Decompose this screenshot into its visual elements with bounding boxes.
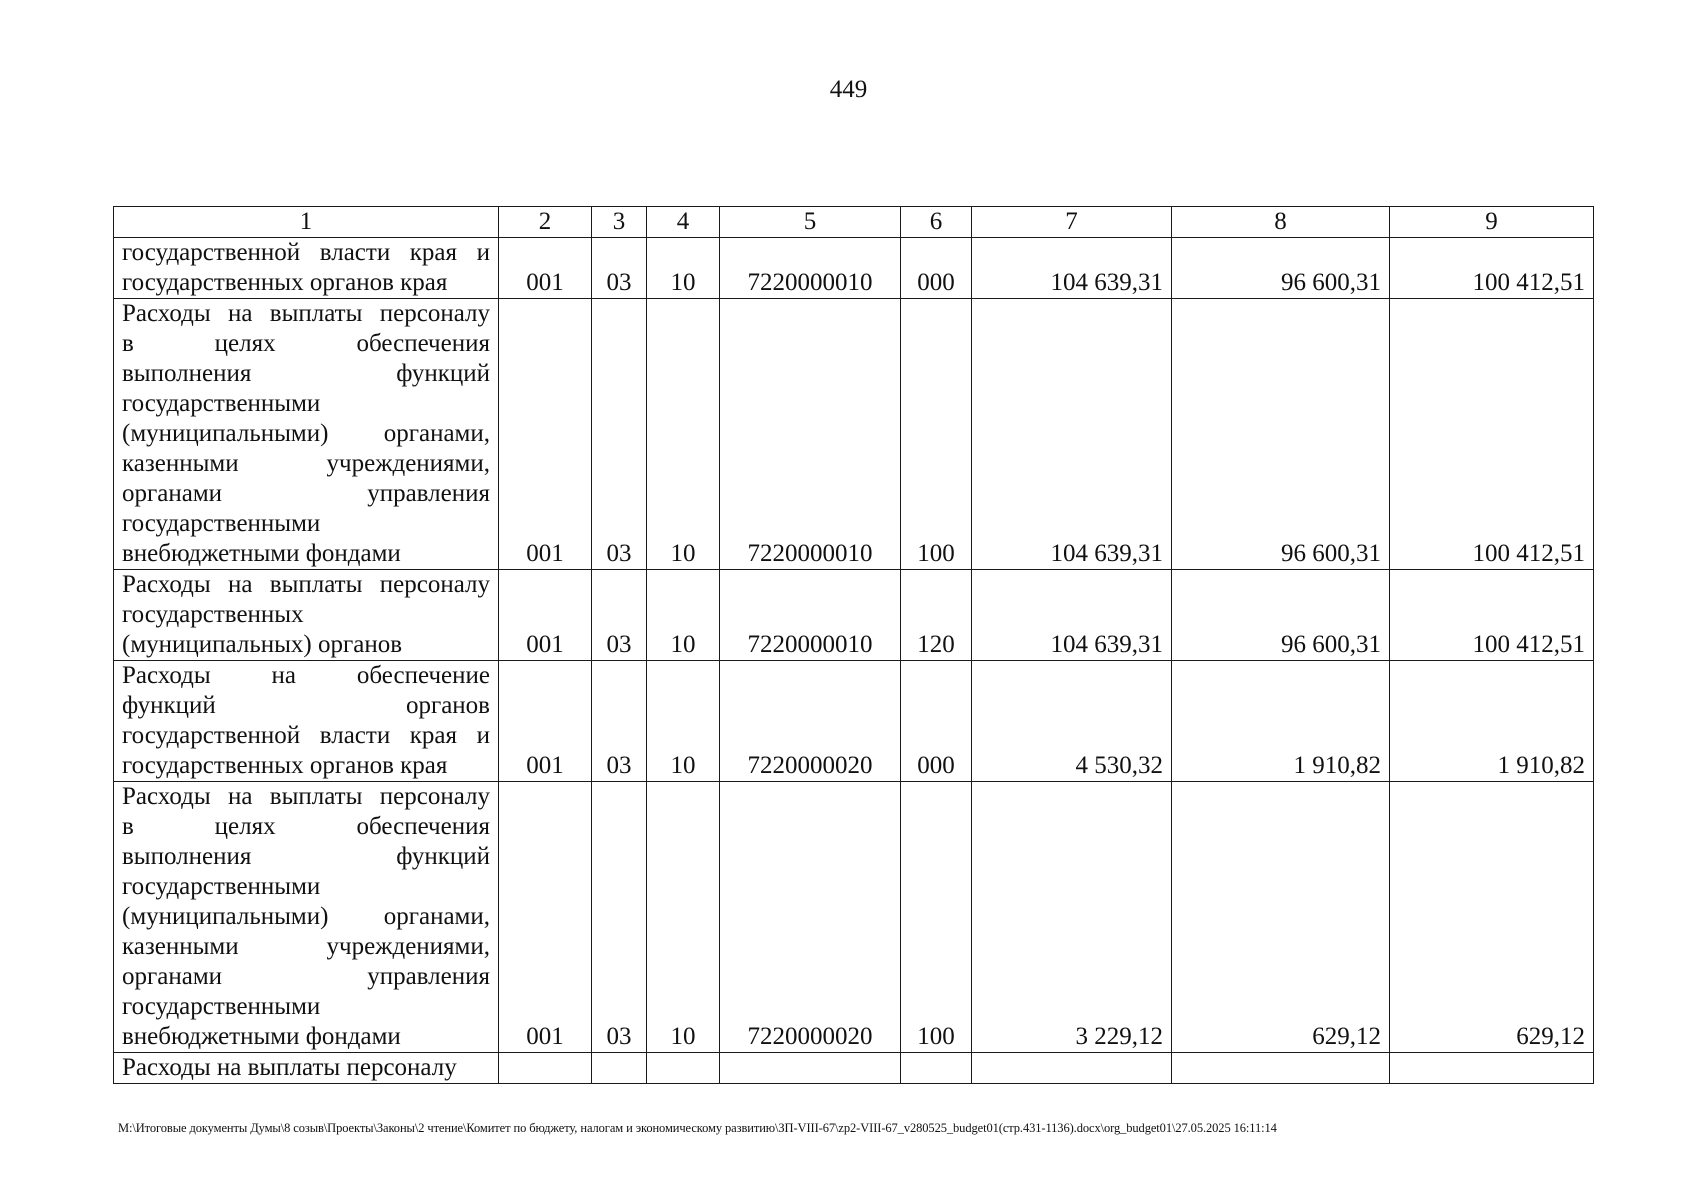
header-col-1: 1 (114, 207, 499, 238)
row-amount-year-3: 100 412,51 (1390, 570, 1594, 661)
row-expense-type (901, 1053, 972, 1084)
description-line: внебюджетными фондами (122, 540, 401, 567)
description-line: выполнения функций (122, 843, 490, 870)
row-amount-year-1: 3 229,12 (972, 782, 1172, 1053)
row-amount-year-3 (1390, 1053, 1594, 1084)
row-amount-year-2: 1 910,82 (1172, 661, 1390, 782)
description-line: органами управления (122, 480, 490, 507)
row-subsection (647, 1053, 720, 1084)
row-gov-code: 001 (499, 299, 592, 570)
row-section: 03 (592, 782, 647, 1053)
row-gov-code: 001 (499, 238, 592, 299)
row-amount-year-1: 104 639,31 (972, 238, 1172, 299)
row-subsection: 10 (647, 238, 720, 299)
description-line: государственными (122, 993, 321, 1020)
row-description (114, 661, 499, 782)
row-gov-code: 001 (499, 782, 592, 1053)
header-col-7: 7 (972, 207, 1172, 238)
footer-file-path: M:\Итоговые документы Думы\8 созыв\Проекты\Законы\2 чтение\Комитет по бюджету, налогам и экономическому развитию\ЗП-VIII-67\zp2-VIII-67_v280525_budget01(стр.431-1136).docx\org_budget01\27.05.2025 16:11:14 (118, 1121, 1277, 1135)
row-expense-type: 120 (901, 570, 972, 661)
row-target-article: 7220000010 (720, 238, 901, 299)
row-target-article: 7220000020 (720, 782, 901, 1053)
row-description (114, 782, 499, 1053)
description-line: (муниципальными) органами, (122, 903, 490, 930)
description-line: казенными учреждениями, (122, 933, 490, 960)
header-col-3: 3 (592, 207, 647, 238)
description-line: органами управления (122, 963, 490, 990)
row-section: 03 (592, 299, 647, 570)
header-col-4: 4 (647, 207, 720, 238)
row-description (114, 1053, 499, 1084)
table-row (114, 570, 1594, 661)
description-line: Расходы на выплаты персоналу (122, 300, 490, 327)
header-col-5: 5 (720, 207, 901, 238)
row-subsection: 10 (647, 299, 720, 570)
description-line: государственными (122, 873, 321, 900)
row-amount-year-3: 629,12 (1390, 782, 1594, 1053)
row-target-article: 7220000020 (720, 661, 901, 782)
row-description (114, 570, 499, 661)
row-section: 03 (592, 238, 647, 299)
description-line: выполнения функций (122, 360, 490, 387)
row-section (592, 1053, 647, 1084)
row-amount-year-2 (1172, 1053, 1390, 1084)
row-amount-year-2: 96 600,31 (1172, 299, 1390, 570)
table-header-row (114, 207, 1594, 238)
description-line: государственными (122, 510, 321, 537)
row-amount-year-1: 104 639,31 (972, 299, 1172, 570)
description-line: Расходы на обеспечение (122, 662, 490, 689)
row-amount-year-3: 1 910,82 (1390, 661, 1594, 782)
row-subsection: 10 (647, 782, 720, 1053)
description-line: государственных (122, 601, 304, 628)
table-row (114, 238, 1594, 299)
description-line: государственными (122, 390, 321, 417)
row-target-article: 7220000010 (720, 570, 901, 661)
row-target-article (720, 1053, 901, 1084)
row-gov-code: 001 (499, 570, 592, 661)
row-subsection: 10 (647, 570, 720, 661)
description-line: государственных органов края (122, 269, 448, 296)
row-gov-code (499, 1053, 592, 1084)
row-expense-type: 000 (901, 661, 972, 782)
description-line: (муниципальными) органами, (122, 420, 490, 447)
description-line: Расходы на выплаты персоналу (122, 1054, 457, 1081)
description-line: в целях обеспечения (122, 813, 490, 840)
page-number: 449 (829, 76, 868, 103)
row-target-article: 7220000010 (720, 299, 901, 570)
row-amount-year-2: 96 600,31 (1172, 570, 1390, 661)
row-amount-year-1 (972, 1053, 1172, 1084)
row-expense-type: 100 (901, 782, 972, 1053)
row-section: 03 (592, 570, 647, 661)
description-line: государственных органов края (122, 752, 448, 779)
row-amount-year-1: 4 530,32 (972, 661, 1172, 782)
description-line: внебюджетными фондами (122, 1023, 401, 1050)
row-amount-year-1: 104 639,31 (972, 570, 1172, 661)
budget-table (113, 206, 1594, 1084)
row-expense-type: 000 (901, 238, 972, 299)
description-line: Расходы на выплаты персоналу (122, 783, 490, 810)
description-line: (муниципальных) органов (122, 631, 403, 658)
description-line: казенными учреждениями, (122, 450, 490, 477)
row-subsection: 10 (647, 661, 720, 782)
table-row (114, 661, 1594, 782)
description-line: государственной власти края и (122, 722, 490, 749)
table-row (114, 782, 1594, 1053)
row-section: 03 (592, 661, 647, 782)
row-amount-year-2: 629,12 (1172, 782, 1390, 1053)
table-body (114, 238, 1594, 1084)
table-row (114, 1053, 1594, 1084)
description-line: функций органов (122, 692, 490, 719)
header-col-8: 8 (1172, 207, 1390, 238)
row-amount-year-2: 96 600,31 (1172, 238, 1390, 299)
row-gov-code: 001 (499, 661, 592, 782)
header-col-6: 6 (901, 207, 972, 238)
header-col-9: 9 (1390, 207, 1594, 238)
row-description (114, 299, 499, 570)
description-line: в целях обеспечения (122, 330, 490, 357)
row-amount-year-3: 100 412,51 (1390, 299, 1594, 570)
description-line: Расходы на выплаты персоналу (122, 571, 490, 598)
row-description (114, 238, 499, 299)
row-amount-year-3: 100 412,51 (1390, 238, 1594, 299)
header-col-2: 2 (499, 207, 592, 238)
table-row (114, 299, 1594, 570)
description-line: государственной власти края и (122, 239, 490, 266)
row-expense-type: 100 (901, 299, 972, 570)
